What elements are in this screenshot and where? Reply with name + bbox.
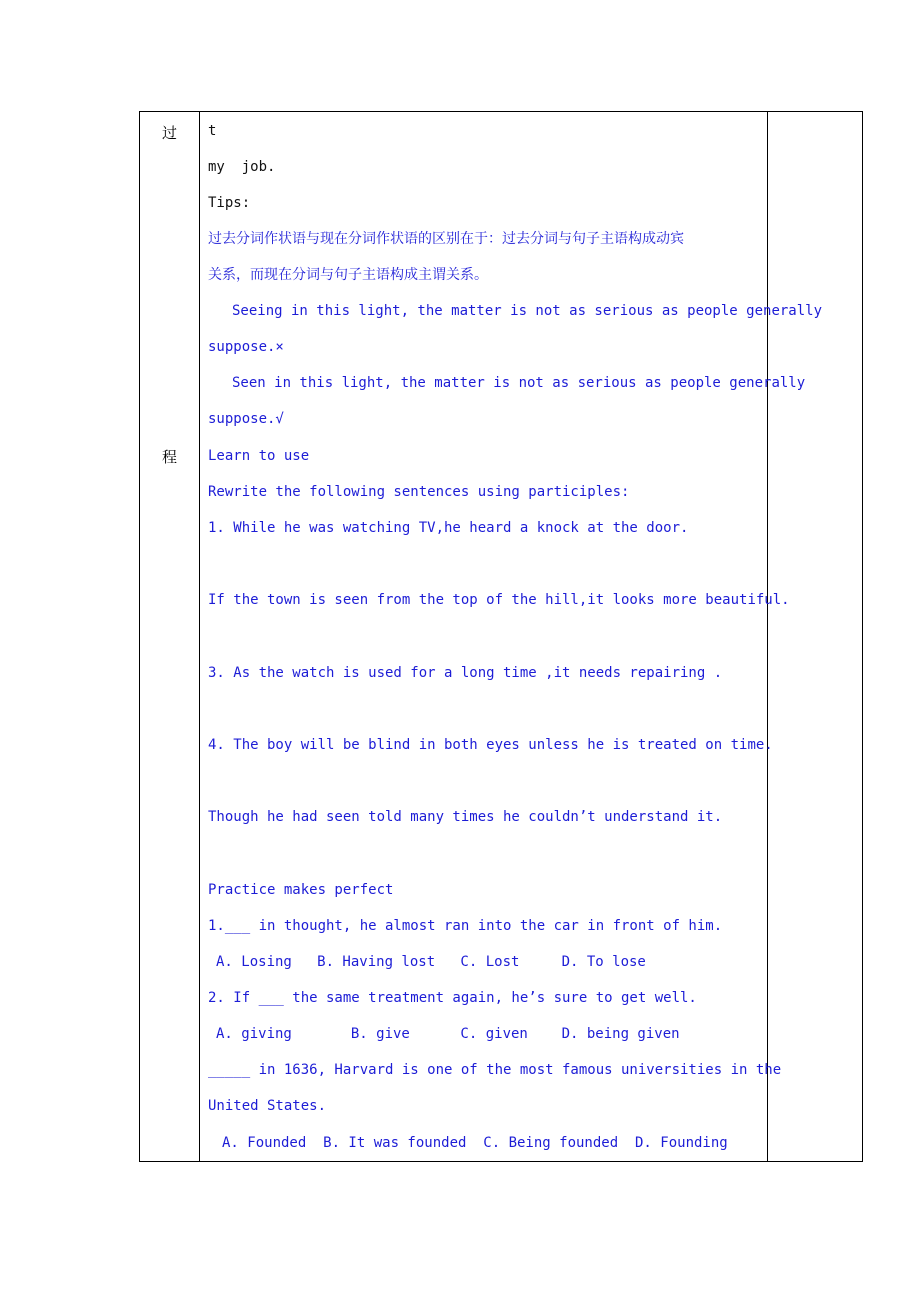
tips-heading: Tips: [208,195,251,211]
question: _____ in 1636, Harvard is one of the most famous universities in the [208,1062,782,1078]
section-heading: Learn to use [208,448,310,464]
tip-text: 关系，而现在分词与句子主语构成主谓关系。 [208,267,488,283]
example-sentence: suppose.√ [208,411,284,427]
example-sentence: Seeing in this light, the matter is not as serious as people generally [232,303,823,319]
section-heading: Practice makes perfect [208,882,394,898]
instruction: Rewrite the following sentences using participles: [208,484,630,500]
answer-options: A. Losing B. Having lost C. Lost D. To lose [216,954,646,970]
side-label-cheng: 程 [161,448,177,466]
text-line: my job. [208,159,276,175]
tip-text: 过去分词作状语与现在分词作状语的区别在于：过去分词与句子主语构成动宾 [208,231,684,247]
answer-options: A. giving B. give C. given D. being given [216,1026,680,1042]
notes-cell [768,112,862,1161]
example-sentence: suppose.× [208,339,284,355]
exercise-item: Though he had seen told many times he couldn’t understand it. [208,809,723,825]
exercise-item: 3. As the watch is used for a long time ,it needs repairing . [208,665,723,681]
question: 1.___ in thought, he almost ran into the car in front of him. [208,918,723,934]
exercise-item: If the town is seen from the top of the hill,it looks more beautiful. [208,592,790,608]
side-label-guo: 过 [161,124,177,142]
text-line: t [208,123,217,139]
lesson-table [139,111,863,1162]
question: 2. If ___ the same treatment again, he’s sure to get well. [208,990,697,1006]
exercise-item: 4. The boy will be blind in both eyes unless he is treated on time. [208,737,773,753]
exercise-item: 1. While he was watching TV,he heard a knock at the door. [208,520,689,536]
question: United States. [208,1098,327,1114]
answer-options: A. Founded B. It was founded C. Being founded D. Founding [222,1135,728,1151]
example-sentence: Seen in this light, the matter is not as serious as people generally [232,375,806,391]
column-divider [199,112,200,1161]
